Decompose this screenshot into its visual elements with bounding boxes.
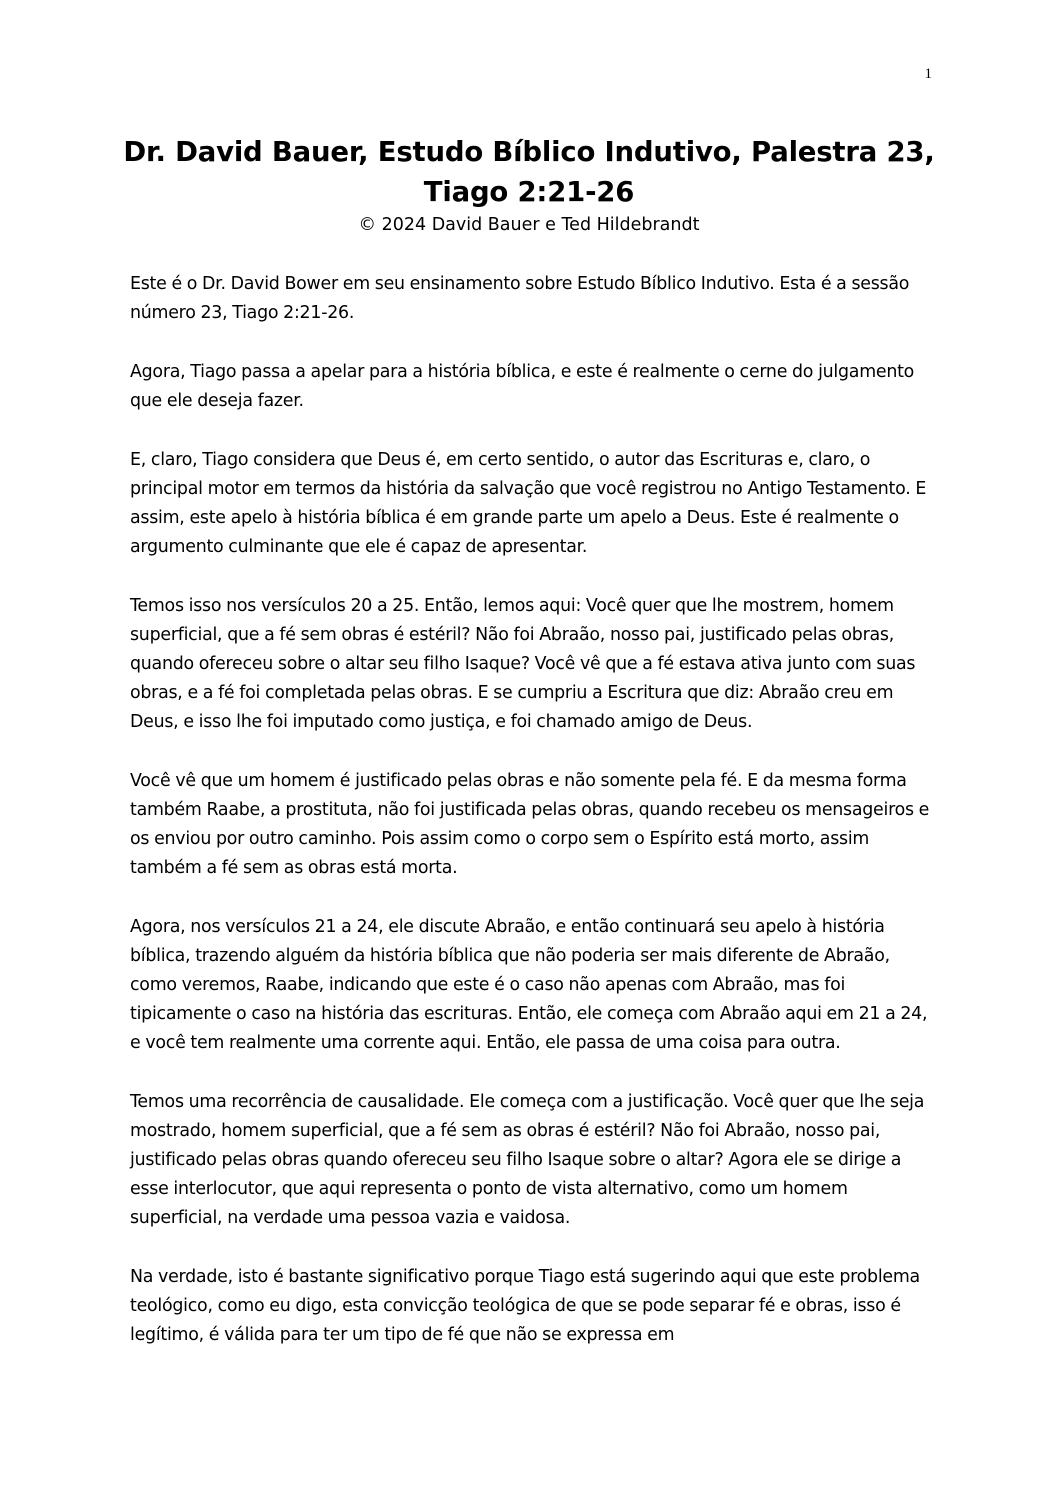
page-number: 1 [924, 66, 932, 82]
paragraph: Este é o Dr. David Bower em seu ensinamento sobre Estudo Bíblico Indutivo. Esta é a sessão número 23, Tiago 2:21-26. [130, 274, 910, 323]
paragraph: Agora, Tiago passa a apelar para a história bíblica, e este é realmente o cerne do julgamento que ele deseja fazer. [130, 362, 915, 411]
copyright-line: © 2024 David Bauer e Ted Hildebrandt [358, 215, 700, 235]
paragraph: Você vê que um homem é justificado pelas obras e não somente pela fé. E da mesma forma também Raabe, a prostituta, não foi justificada pelas obras, quando recebeu os mensageiros e os enviou por outro caminho. Pois assim como o corpo sem o Espírito está morto, assim também a fé sem as obras está morta. [130, 771, 930, 878]
paragraph: Temos isso nos versículos 20 a 25. Então, lemos aqui: Você quer que lhe mostrem, homem superficial, que a fé sem obras é estéril? Não foi Abraão, nosso pai, justificado pelas obras, quando ofereceu sobre o altar seu filho Isaque? Você vê que a fé estava ativa junto com suas obras, e a fé foi completada pelas obras. E se cumpriu a Escritura que diz: Abraão creu em Deus, e isso lhe foi imputado como justiça, e foi chamado amigo de Deus. [130, 596, 916, 732]
paragraph: Na verdade, isto é bastante significativo porque Tiago está sugerindo aqui que este problema teológico, como eu digo, esta convicção teológica de que se pode separar fé e obras, isso é legítimo, é válida para ter um tipo de fé que não se expressa em [130, 1267, 920, 1345]
document-title: Dr. David Bauer, Estudo Bíblico Indutivo, Palestra 23, Tiago 2:21-26 [123, 136, 935, 208]
paragraph: Temos uma recorrência de causalidade. Ele começa com a justificação. Você quer que lhe seja mostrado, homem superficial, que a fé sem as obras é estéril? Não foi Abraão, nosso pai, justificado pelas obras quando ofereceu seu filho Isaque sobre o altar? Agora ele se dirige a esse interlocutor, que aqui representa o ponto de vista alternativo, como um homem superficial, na verdade uma pessoa vazia e vaidosa. [130, 1092, 925, 1228]
paragraph: E, claro, Tiago considera que Deus é, em certo sentido, o autor das Escrituras e, claro, o principal motor em termos da história da salvação que você registrou no Antigo Testamento. E assim, este apelo à história bíblica é em grande parte um apelo a Deus. Este é realmente o argumento culminante que ele é capaz de apresentar. [130, 450, 927, 557]
document-header [100, 132, 958, 238]
paragraph: Agora, nos versículos 21 a 24, ele discute Abraão, e então continuará seu apelo à história bíblica, trazendo alguém da história bíblica que não poderia ser mais diferente de Abraão, como veremos, Raabe, indicando que este é o caso não apenas com Abraão, mas foi tipicamente o caso na história das escrituras. Então, ele começa com Abraão aqui em 21 a 24, e você tem realmente uma corrente aqui. Então, ele passa de uma coisa para outra. [130, 917, 928, 1053]
document-body [130, 270, 930, 1380]
